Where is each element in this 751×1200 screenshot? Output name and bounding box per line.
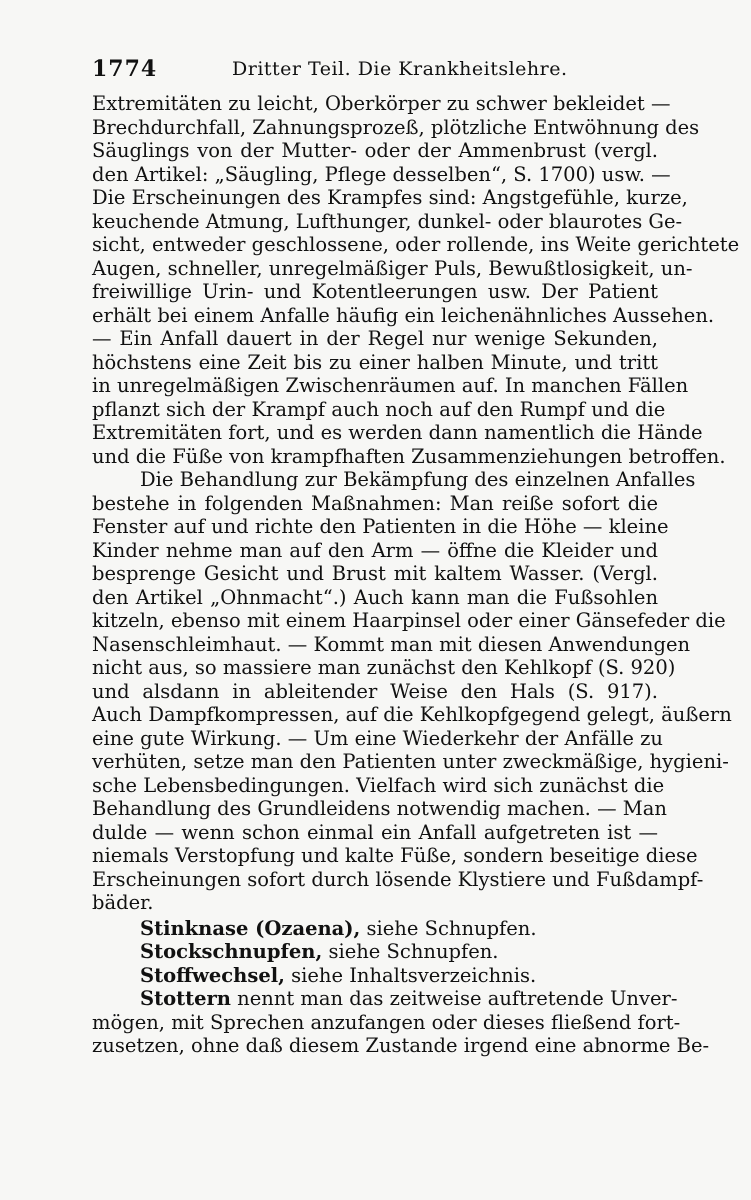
entry-stottern (92, 987, 710, 1058)
text-line: höchstens eine Zeit bis zu einer halben Minute, und tritt (92, 350, 658, 374)
text-line: Die Behandlung zur Bekämpfung des einzelnen Anfalles (140, 468, 696, 491)
page-number: 1774 (92, 56, 158, 82)
text-line: freiwillige Urin- und Kotentleerungen usw. Der Patient (92, 280, 658, 303)
text-line: Auch Dampfkompressen, auf die Kehlkopfgegend gelegt, äußern (92, 703, 732, 726)
entry-reference: siehe Schnupfen. (360, 916, 537, 940)
text-line: bestehe in folgenden Maßnahmen: Man reiße sofort die (92, 491, 658, 515)
entry-stockschnupfen (92, 940, 658, 964)
text-line: Extremitäten zu leicht, Oberkörper zu schwer bekleidet — (92, 92, 671, 115)
text-line: kitzeln, ebenso mit einem Haarpinsel oder einer Gänsefeder die (92, 609, 726, 632)
entry-reference: siehe Schnupfen. (322, 940, 499, 963)
text-line: dulde — wenn schon einmal ein Anfall aufgetreten ist — (92, 820, 658, 844)
text-line: pflanzt sich der Krampf auch noch auf den Rumpf und die (92, 397, 666, 421)
text-line: Behandlung des Grundleidens notwendig machen. — Man (92, 797, 667, 820)
text-line: verhüten, setze man den Patienten unter zweckmäßige, hygieni- (92, 750, 729, 773)
entry-headword: Stottern (140, 987, 231, 1010)
text-line: und alsdann in ableitender Weise den Hals (S. 917). (92, 679, 658, 703)
text-line: Brechdurchfall, Zahnungsprozeß, plötzliche Entwöhnung des (92, 115, 700, 139)
entry-stinknase (92, 917, 658, 941)
entry-headword: Stoffwechsel, (140, 963, 285, 987)
text-line: erhält bei einem Anfalle häufig ein leichenähnliches Aussehen. (92, 303, 715, 327)
text-line: den Artikel „Ohnmacht“.) Auch kann man die Fußsohlen (92, 585, 658, 609)
entry-reference: siehe Inhaltsverzeichnis. (284, 963, 537, 987)
text-line: bäder. (92, 891, 154, 914)
text-line: zusetzen, ohne daß diesem Zustande irgend eine abnorme Be- (92, 1034, 710, 1057)
entry-headword: Stinknase (Ozaena), (140, 916, 361, 940)
text-line: Extremitäten fort, und es werden dann namentlich die Hände (92, 421, 703, 444)
text-line: Säuglings von der Mutter- oder der Ammenbrust (vergl. (92, 139, 658, 162)
paragraph-treatment (92, 468, 732, 915)
running-head: Dritter Teil. Die Krankheitslehre. (232, 58, 568, 80)
text-line: nicht aus, so massiere man zunächst den Kehlkopf (S. 920) (92, 656, 676, 679)
dictionary-entry (92, 940, 658, 964)
text-line: Augen, schneller, unregelmäßiger Puls, Bewußtlosigkeit, un- (92, 256, 693, 280)
entry-stoffwechsel (92, 964, 658, 988)
text-line: den Artikel: „Säugling, Pflege desselben“, S. 1700) usw. — (92, 162, 671, 186)
text-line: Kinder nehme man auf den Arm — öffne die Kleider und (92, 538, 658, 562)
text-line: sche Lebensbedingungen. Vielfach wird sich zunächst die (92, 773, 665, 797)
text-line: — Ein Anfall dauert in der Regel nur wenige Sekunden, (92, 327, 658, 350)
text-line: keuchende Atmung, Lufthunger, dunkel- oder blaurotes Ge- (92, 209, 683, 233)
entry-headword: Stockschnupfen, (140, 940, 323, 963)
text-line: eine gute Wirkung. — Um eine Wiederkehr der Anfälle zu (92, 726, 663, 750)
text-line: mögen, mit Sprechen anzufangen oder dieses fließend fort- (92, 1010, 681, 1034)
dictionary-entry (92, 917, 658, 941)
body-text (92, 92, 740, 1058)
paragraph-symptoms (92, 92, 740, 468)
text-line: in unregelmäßigen Zwischenräumen auf. In manchen Fällen (92, 374, 689, 397)
text-line: Erscheinungen sofort durch lösende Klystiere und Fußdampf- (92, 867, 704, 891)
dictionary-entry (92, 964, 658, 988)
text-line: niemals Verstopfung und kalte Füße, sondern beseitige diese (92, 844, 698, 867)
page-header (92, 52, 662, 92)
text-line: Fenster auf und richte den Patienten in die Höhe — kleine (92, 515, 669, 538)
text-line: sicht, entweder geschlossene, oder rollende, ins Weite gerichtete (92, 233, 740, 256)
text-line: Nasenschleimhaut. — Kommt man mit diesen Anwendungen (92, 632, 691, 656)
text-line: besprenge Gesicht und Brust mit kaltem Wasser. (Vergl. (92, 562, 658, 585)
entry-text: nennt man das zeitweise auftretende Unver- (230, 987, 678, 1010)
text-line: Die Erscheinungen des Krampfes sind: Angstgefühle, kurze, (92, 186, 688, 209)
text-line: und die Füße von krampfhaften Zusammenziehungen betroffen. (92, 444, 726, 468)
dictionary-entry (92, 987, 678, 1011)
